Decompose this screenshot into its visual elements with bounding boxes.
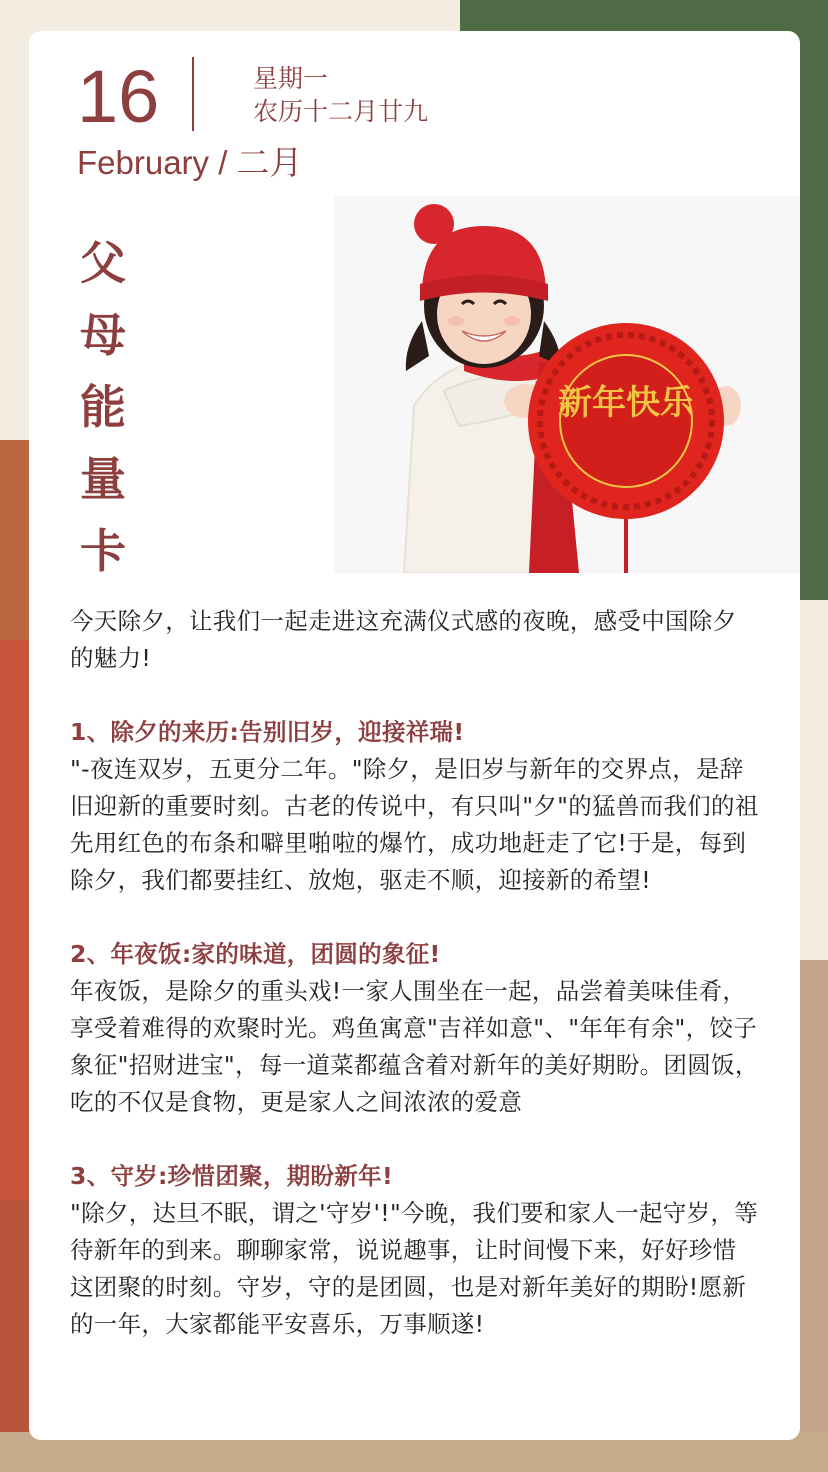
card-title-char: 能: [80, 380, 126, 434]
article-body: [70, 603, 760, 1343]
section-heading: 1、除夕的来历:告别旧岁，迎接祥瑞!: [70, 718, 465, 746]
card-title-char: 卡: [80, 524, 126, 578]
card-title: [73, 227, 133, 587]
date-month: February / 二月: [77, 144, 303, 181]
energy-card: [29, 31, 800, 1440]
date-day: 16: [77, 55, 160, 138]
ornament-text-top: 新年快乐: [558, 383, 694, 423]
section-heading: 3、守岁:珍惜团聚，期盼新年!: [70, 1162, 393, 1190]
card-title-char: 量: [80, 452, 126, 506]
section-paragraph: "除夕，达旦不眠，谓之'守岁'!"今晚，我们要和家人一起守岁，等待新年的到来。聊聊家常，说说趣事，让时间慢下来，好好珍惜这团聚的时刻。守岁，守的是团圆，也是对新年美好的期盼!愿新的一年，大家都能平安喜乐，万事顺遂!: [70, 1199, 759, 1338]
date-divider: [192, 57, 194, 131]
child-photo: [334, 196, 800, 573]
intro-paragraph: 今天除夕，让我们一起走进这充满仪式感的夜晚，感受中国除夕的魅力!: [70, 607, 737, 672]
section-heading: 2、年夜饭:家的味道，团圆的象征!: [70, 940, 441, 968]
section-paragraph: 年夜饭，是除夕的重头戏!一家人围坐在一起，品尝着美味佳肴，享受着难得的欢聚时光。鸡鱼寓意"吉祥如意"、"年年有余"，饺子象征"招财进宝"，每一道菜都蕴含着对新年的美好期盼。团圆饭，吃的不仅是食物，更是家人之间浓浓的爱意: [70, 977, 759, 1116]
child-illustration: [334, 196, 800, 573]
date-weekday: 星期一: [253, 64, 329, 93]
card-title-char: 母: [80, 308, 126, 362]
date-lunar: 农历十二月廿九: [253, 97, 429, 126]
card-title-char: 父: [80, 236, 126, 290]
section-paragraph: "-夜连双岁，五更分二年。"除夕，是旧岁与新年的交界点，是辞旧迎新的重要时刻。古老的传说中，有只叫"夕"的猛兽而我们的祖先用红色的布条和噼里啪啦的爆竹，成功地赶走了它!于是，每到除夕，我们都要挂红、放炮，驱走不顺，迎接新的希望!: [70, 755, 759, 894]
